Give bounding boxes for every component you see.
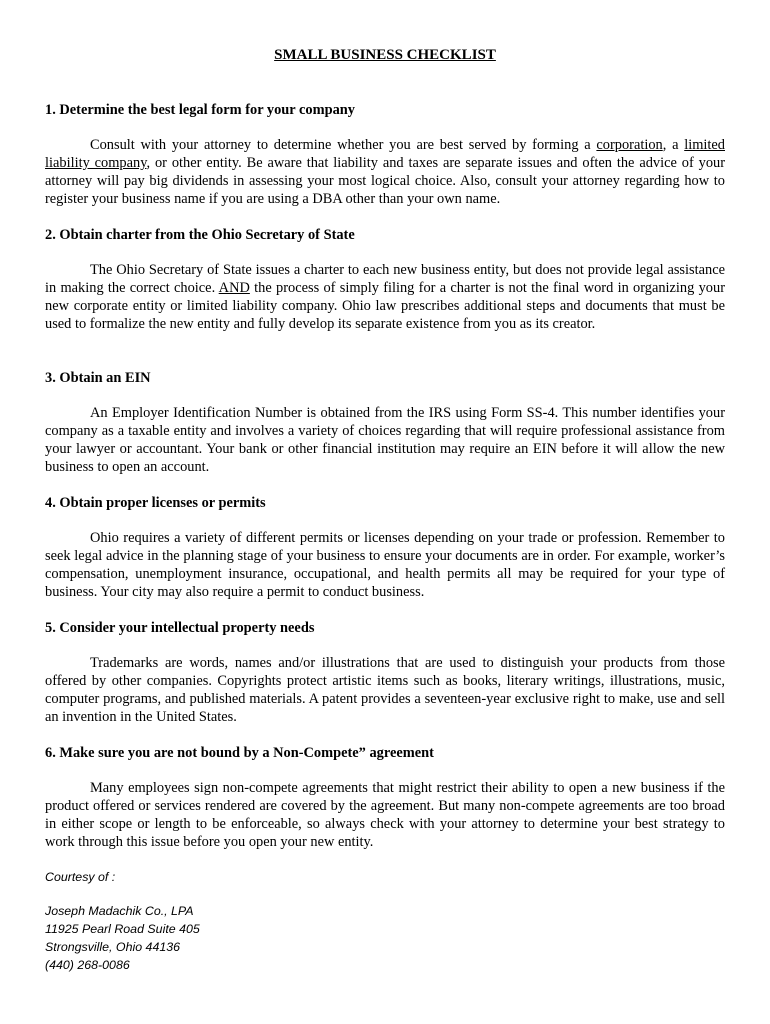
- section-3-paragraph: [45, 405, 725, 477]
- section-5-text: Trademarks are words, names and/or illustrations that are used to distinguish your products from those offered by other companies. Copyrights protect artistic items such as books, literary writings, illustrations, music, computer programs, and published materials. A patent provides a seventeen-year exclusive right to make, use and sell an invention in the United States.: [45, 655, 725, 725]
- section-2-text-b: the process of simply filing for a charter is not the final word in organizing your new corporate entity or limited liability company. Ohio law prescribes additional steps and documents that must be used to formalize the new entity and fully develop its separate existence from you as its creator.: [45, 279, 725, 332]
- page-title: SMALL BUSINESS CHECKLIST: [274, 47, 496, 63]
- section-1-text-c: , or other entity. Be aware that liability and taxes are separate issues and often the advice of your attorney will pay big dividends in assessing your most logical choice. Also, consult your attorney regarding how to register your business name if you are using a DBA other than your own name.: [45, 154, 726, 207]
- section-1-heading: 1. Determine the best legal form for your company: [45, 102, 356, 118]
- city-address: Strongsville, Ohio 44136: [45, 940, 181, 954]
- section-4-paragraph: [45, 530, 725, 602]
- section-1-paragraph: [45, 137, 725, 209]
- section-6-text: Many employees sign non-compete agreements that might restrict their ability to open a new business if the product offered or services rendered are covered by the agreement. But many non-compete agreements are too broad in either scope or length to be enforceable, so always check with your attorney to determine your best strategy to work through this issue before you open your new entity.: [45, 780, 725, 850]
- phone-number: (440) 268-0086: [45, 958, 130, 972]
- corporation-link[interactable]: corporation: [596, 137, 663, 153]
- section-4-text: Ohio requires a variety of different permits or licenses depending on your trade or profession. Remember to seek legal advice in the planning stage of your business to ensure your documents are in order. For example, worker’s compensation, unemployment insurance, occupational, and health permits all may be required for your type of business. Your city may also require a permit to conduct business.: [45, 530, 725, 600]
- courtesy-label: Courtesy of :: [45, 870, 116, 884]
- section-6-heading: 6. Make sure you are not bound by a Non-Compete” agreement: [45, 745, 434, 761]
- street-address: 11925 Pearl Road Suite 405: [45, 922, 200, 936]
- section-1-text-a: Consult with your attorney to determine whether you are best served by forming a: [90, 137, 597, 153]
- section-2-emphasis: AND: [218, 279, 250, 296]
- limited-liability-company-link[interactable]: limited liability company: [45, 137, 725, 171]
- section-3-heading: 3. Obtain an EIN: [45, 370, 151, 386]
- section-2-heading: 2. Obtain charter from the Ohio Secretary of State: [45, 227, 355, 243]
- section-4-heading: 4. Obtain proper licenses or permits: [45, 495, 266, 511]
- section-2-text-a: The Ohio Secretary of State issues a charter to each new business entity, but does not provide legal assistance in making the correct choice.: [45, 262, 725, 296]
- section-6-paragraph: [45, 780, 725, 852]
- section-3-text: An Employer Identification Number is obtained from the IRS using Form SS-4. This number identifies your company as a taxable entity and involves a variety of choices regarding that will require professional assistance from your lawyer or accountant. Your bank or other financial institution may require an EIN before it will allow the new business to open an account.: [45, 405, 725, 475]
- section-5-heading: 5. Consider your intellectual property needs: [45, 620, 315, 636]
- section-2-paragraph: [45, 262, 725, 334]
- section-5-paragraph: [45, 655, 725, 727]
- firm-name: Joseph Madachik Co., LPA: [45, 904, 194, 918]
- section-1-text-b: , a: [662, 137, 685, 153]
